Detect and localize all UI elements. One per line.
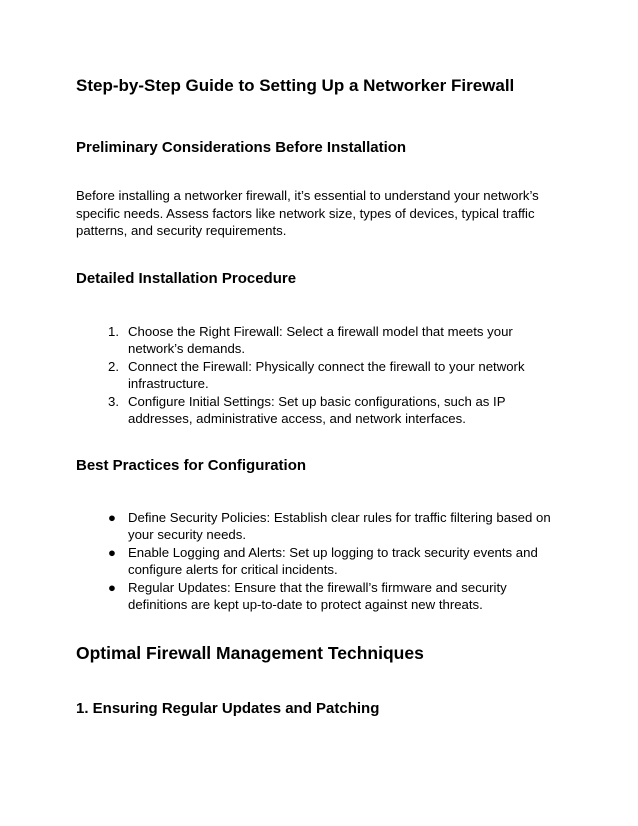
section-heading-best-practices: Best Practices for Configuration xyxy=(76,456,307,474)
list-item xyxy=(76,323,568,358)
installation-steps-list xyxy=(76,323,568,428)
list-item xyxy=(76,544,568,579)
list-item xyxy=(76,579,568,614)
list-item-text: Configure Initial Settings: Set up basic configurations, such as IP addresses, administrative access, and network interfaces. xyxy=(128,393,506,426)
list-item xyxy=(76,393,568,428)
list-item-text: Enable Logging and Alerts: Set up logging to track security events and configure alerts for critical incidents. xyxy=(128,544,538,577)
list-item xyxy=(76,358,568,393)
subsection-heading-updates: 1. Ensuring Regular Updates and Patching xyxy=(76,699,380,717)
section-heading-installation: Detailed Installation Procedure xyxy=(76,269,297,287)
section-heading-preliminary: Preliminary Considerations Before Installation xyxy=(76,139,407,156)
list-marker: 1. xyxy=(108,323,119,339)
list-item-text: Regular Updates: Ensure that the firewall’s firmware and security definitions are kept up-to-date to protect against new threats. xyxy=(128,579,507,612)
list-marker: 3. xyxy=(108,393,119,409)
list-item-text: Connect the Firewall: Physically connect the firewall to your network infrastructure. xyxy=(128,358,525,391)
bullet-marker: ● xyxy=(108,544,116,560)
list-item-text: Choose the Right Firewall: Select a firewall model that meets your network’s demands. xyxy=(128,323,513,356)
bullet-marker: ● xyxy=(108,579,116,595)
bullet-marker: ● xyxy=(108,509,116,525)
list-item xyxy=(76,509,568,544)
document-title: Step-by-Step Guide to Setting Up a Networker Firewall xyxy=(76,76,515,95)
list-marker: 2. xyxy=(108,358,119,374)
preliminary-paragraph: Before installing a networker firewall, it’s essential to understand your network’s specific needs. Assess factors like network size, types of devices, typical traffic patterns, and security requirements. xyxy=(76,188,539,238)
section-heading-management: Optimal Firewall Management Techniques xyxy=(76,642,424,663)
best-practices-list xyxy=(76,509,568,614)
list-item-text: Define Security Policies: Establish clear rules for traffic filtering based on your security needs. xyxy=(128,509,551,542)
